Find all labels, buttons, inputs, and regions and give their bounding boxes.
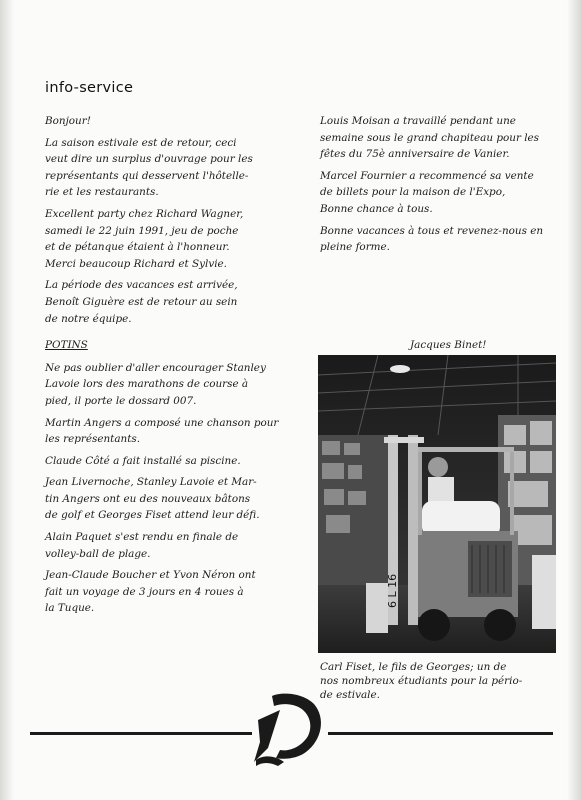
potin-item: Claude Côté a fait installé sa piscine. — [45, 454, 241, 467]
footer-rule-left — [30, 732, 252, 735]
paragraph-party: Excellent party chez Richard Wagner, samedi le 22 juin 1991, jeu de poche et de pétanque étaient à l'honneur. Merci beaucoup Richard et Sylvie. — [45, 207, 244, 270]
potins-title: POTINS — [45, 339, 88, 352]
greeting: Bonjour! — [45, 115, 91, 127]
paragraph-fournier: Marcel Fournier a recommencé sa vente de billets pour la maison de l'Expo, Bonne chance à tous. — [320, 169, 534, 215]
paragraph-moisan: Louis Moisan a travaillé pendant une semaine sous le grand chapiteau pour les fêtes du 75è anniversaire de Vanier. — [320, 115, 540, 161]
forklift-photo — [318, 355, 556, 653]
potin-item: Martin Angers a composé une chanson pour les représentants. — [45, 416, 279, 446]
company-logo-icon — [250, 688, 330, 768]
photo-credit: Jacques Binet! — [410, 339, 487, 351]
paragraph-season: La saison estivale est de retour, ceci veut dire un surplus d'ouvrage pour les représentants qui desservent l'hôtelle- rie et les restaurants. — [45, 136, 253, 199]
photo-caption: Carl Fiset, le fils de Georges; un de nos nombreux étudiants pour la pério- de estivale. — [320, 661, 523, 701]
potin-item: Jean Livernoche, Stanley Lavoie et Mar- tin Angers ont eu des nouveaux bâtons de golf et Georges Fiset attend leur défi. — [45, 476, 260, 522]
right-column — [320, 113, 556, 261]
left-column — [45, 113, 293, 622]
paragraph-vacances: Bonne vacances à tous et revenez-nous en pleine forme. — [320, 224, 544, 254]
potin-item: Ne pas oublier d'aller encourager Stanley Lavoie lors des marathons de course à pied, il porte le dossard 007. — [45, 361, 266, 407]
potin-item: Alain Paquet s'est rendu en finale de volley-ball de plage. — [45, 531, 239, 560]
page-edge-right — [567, 0, 581, 800]
section-header: info-service — [45, 80, 134, 96]
plate-text: 6 L 16 — [386, 573, 399, 608]
potin-item: Jean-Claude Boucher et Yvon Néron ont fait un voyage de 3 jours en 4 roues à la Tuque. — [45, 569, 256, 615]
paragraph-vacation: La période des vacances est arrivée, Benoît Giguère est de retour au sein de notre équipe. — [45, 279, 238, 325]
page-edge-left — [0, 0, 14, 800]
forklift-photo-illustration — [318, 355, 556, 653]
footer-rule-right — [328, 732, 553, 735]
plate — [366, 583, 388, 633]
